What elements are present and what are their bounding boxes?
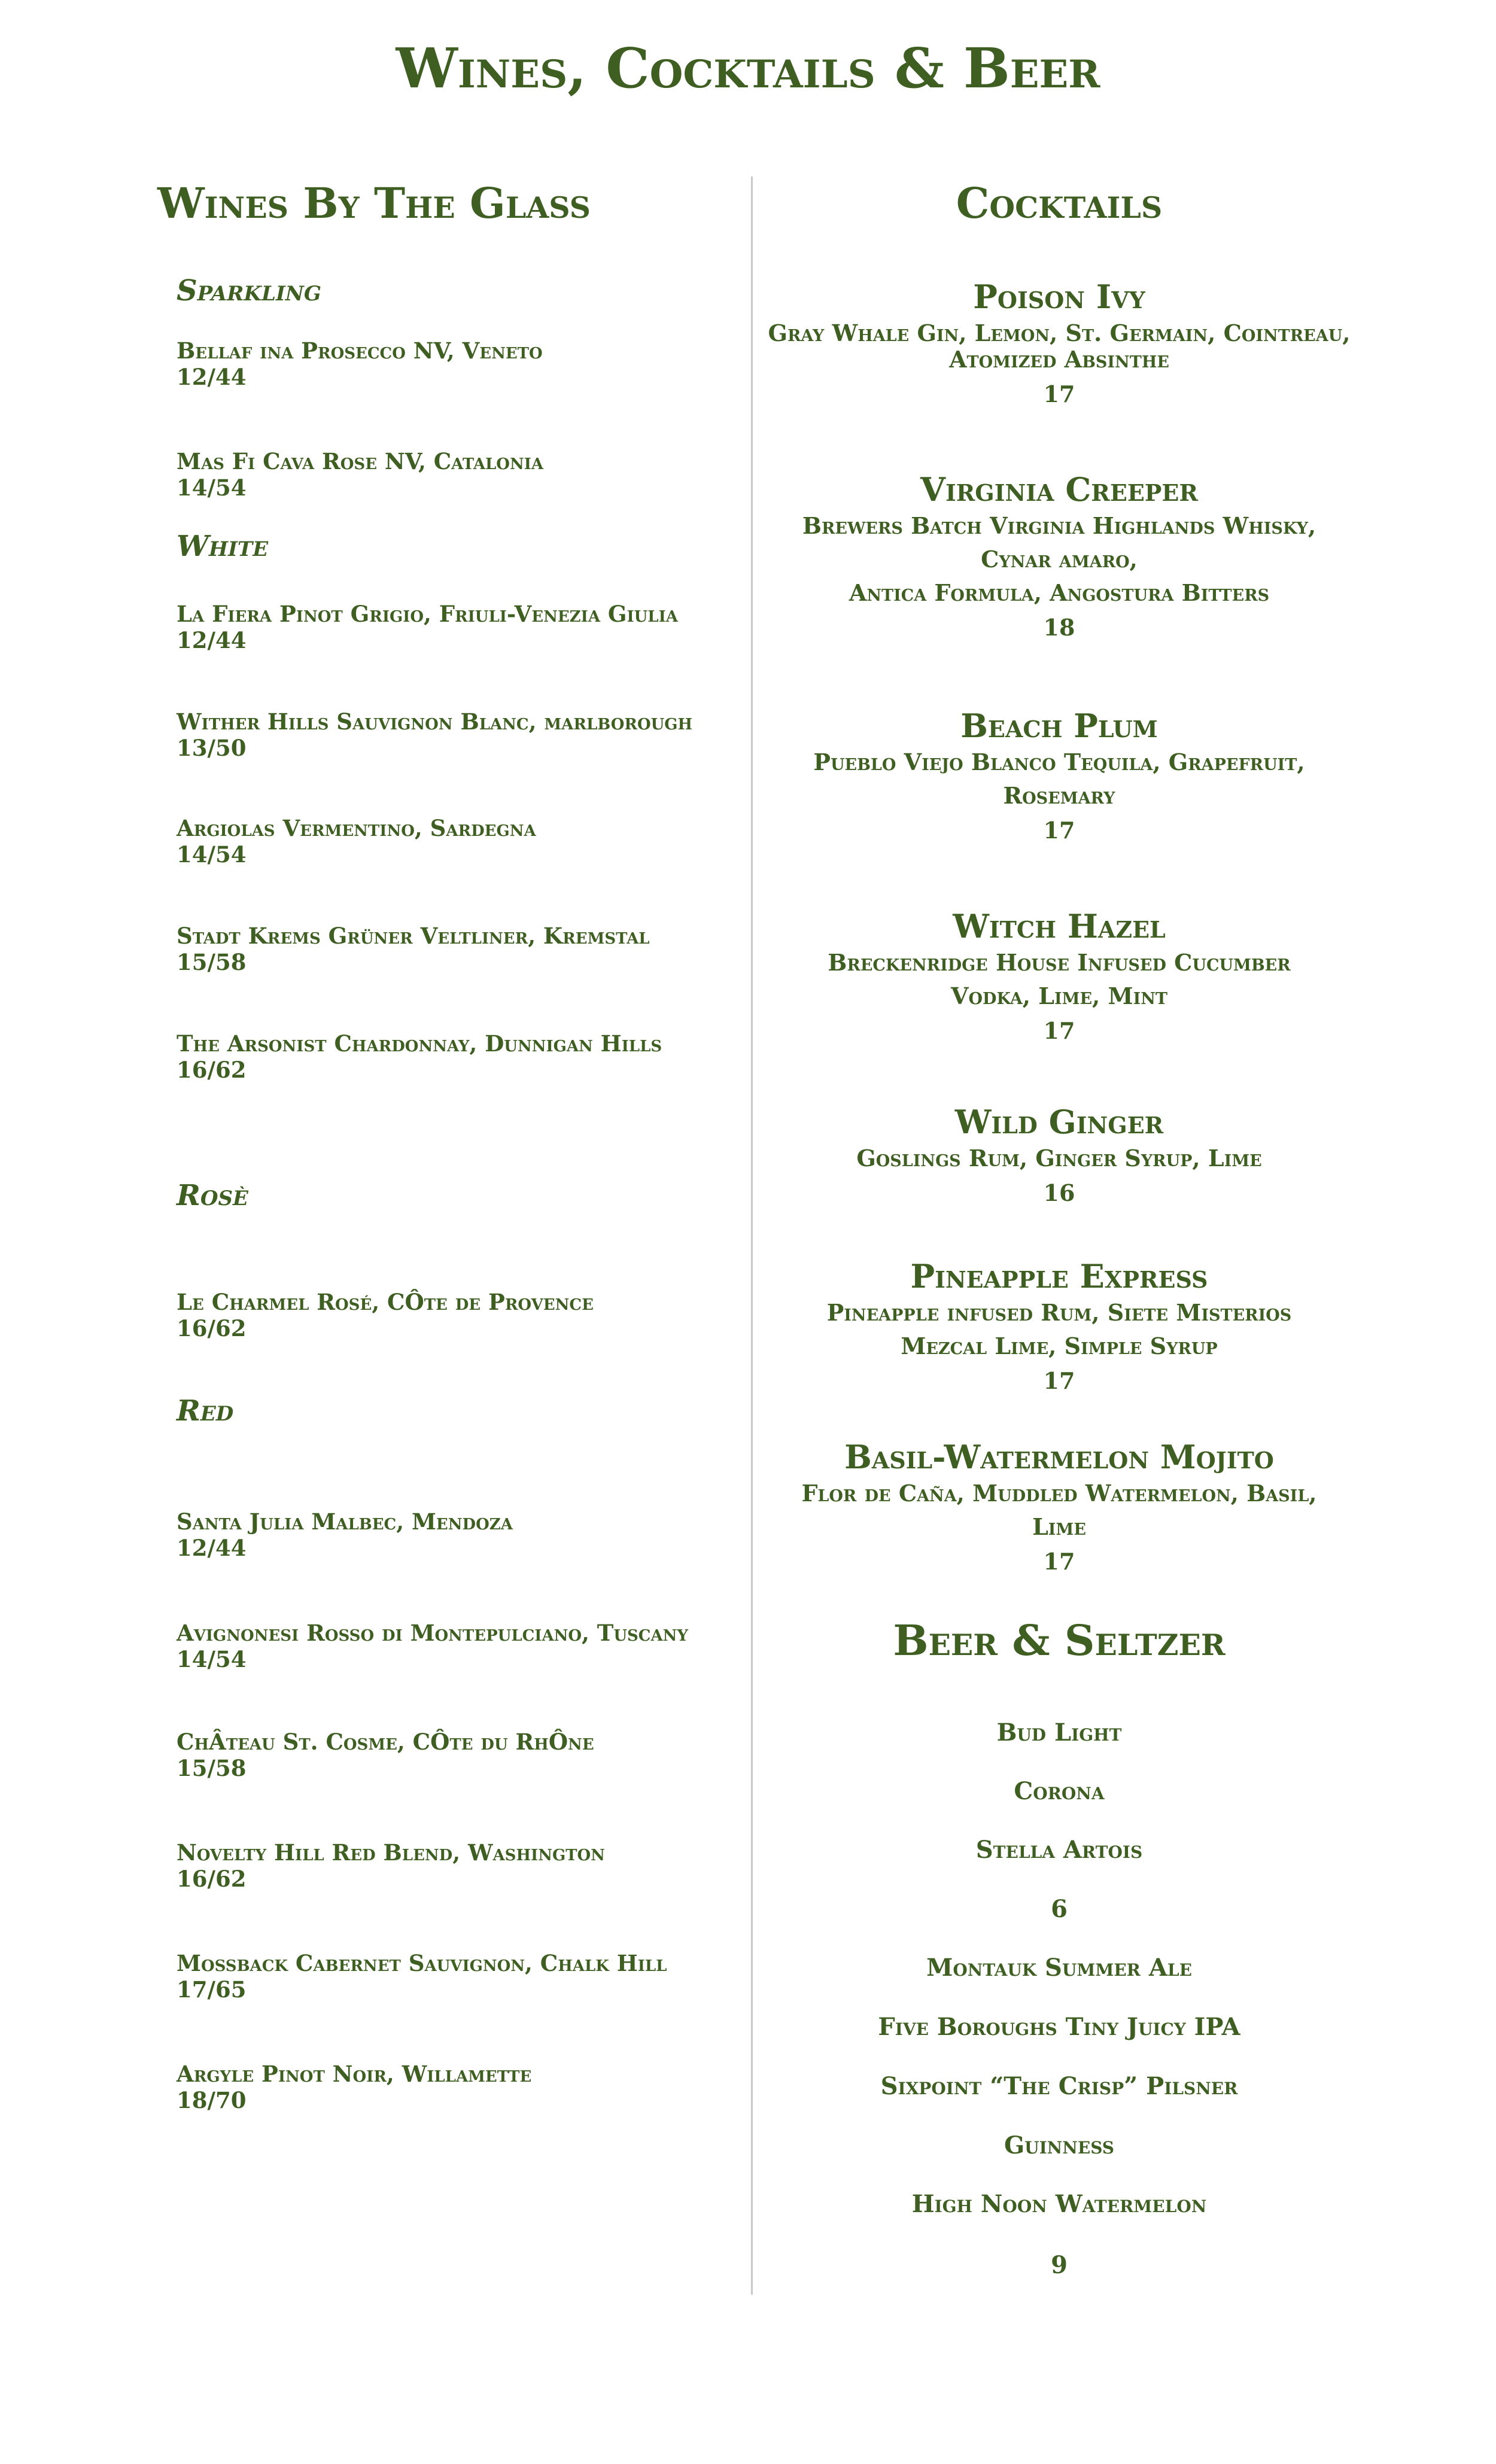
beer-line: Montauk Summer Ale bbox=[926, 1954, 1192, 1982]
wine-price: 16/62 bbox=[177, 1866, 247, 1892]
wine-item bbox=[177, 601, 715, 654]
wine-item bbox=[177, 1840, 715, 1893]
beer-line: Sixpoint “The Crisp” Pilsner bbox=[880, 2072, 1238, 2100]
cocktail-item bbox=[754, 906, 1364, 1049]
wine-item bbox=[177, 1289, 715, 1342]
cocktail-desc-line: Mezcal Lime, Simple Syrup bbox=[901, 1333, 1218, 1359]
cocktail-item bbox=[754, 470, 1364, 646]
cocktail-item bbox=[754, 277, 1364, 412]
cocktail-name: Basil-Watermelon Mojito bbox=[844, 1438, 1274, 1476]
wine-item bbox=[177, 1620, 715, 1673]
wine-name: The Arsonist Chardonnay, Dunnigan Hills bbox=[177, 1030, 662, 1057]
wine-item bbox=[177, 816, 715, 868]
cocktails-heading: Cocktails bbox=[956, 178, 1163, 228]
cocktail-desc-line: Cynar amaro, bbox=[981, 546, 1138, 573]
beer-line: Guinness bbox=[1004, 2131, 1115, 2159]
cocktail-price: 17 bbox=[1043, 1367, 1075, 1394]
cocktail-price: 17 bbox=[1043, 1017, 1075, 1044]
beer-line: Bud Light bbox=[996, 1718, 1122, 1747]
wine-item bbox=[177, 1509, 715, 1562]
beer-price: 9 bbox=[1051, 2251, 1068, 2279]
cocktail-desc-line: Gray Whale Gin, Lemon, St. Germain, Cointreau, bbox=[768, 320, 1351, 346]
wine-name: Wither Hills Sauvignon Blanc, marlborough bbox=[177, 708, 693, 735]
wine-name: Novelty Hill Red Blend, Washington bbox=[177, 1839, 605, 1866]
wine-name: Stadt Krems Grüner Veltliner, Kremstal bbox=[177, 923, 650, 949]
wine-price: 14/54 bbox=[177, 841, 247, 868]
wine-item bbox=[177, 1951, 715, 2003]
cocktail-desc-line: Pineapple infused Rum, Siete Misterios bbox=[826, 1299, 1292, 1326]
wine-price: 12/44 bbox=[177, 364, 247, 390]
cocktail-name: Pineapple Express bbox=[910, 1257, 1208, 1295]
column-divider bbox=[751, 177, 753, 2295]
beer-line: High Noon Watermelon bbox=[911, 2190, 1207, 2218]
cocktail-name: Beach Plum bbox=[960, 707, 1158, 745]
cocktail-name: Poison Ivy bbox=[973, 278, 1145, 316]
cocktail-desc-line: Rosemary bbox=[1003, 782, 1115, 809]
cocktail-desc-line: Brewers Batch Virginia Highlands Whisky, bbox=[802, 512, 1316, 539]
cocktail-desc-line: Breckenridge House Infused Cucumber bbox=[828, 949, 1291, 976]
cocktail-item bbox=[754, 1102, 1364, 1211]
cocktail-price: 17 bbox=[1043, 1548, 1075, 1575]
beer-price: 6 bbox=[1051, 1895, 1068, 1923]
wine-price: 16/62 bbox=[177, 1315, 247, 1341]
category-sparkling: Sparkling bbox=[177, 274, 321, 308]
wine-item bbox=[177, 2061, 715, 2114]
cocktail-desc-line: Vodka, Lime, Mint bbox=[951, 982, 1167, 1009]
wine-price: 16/62 bbox=[177, 1057, 247, 1083]
category-white: White bbox=[177, 530, 269, 563]
cocktail-name: Witch Hazel bbox=[953, 907, 1166, 945]
beer-line: Corona bbox=[1014, 1777, 1105, 1805]
cocktail-desc-line: Lime bbox=[1032, 1513, 1086, 1540]
wine-item bbox=[177, 1729, 715, 1782]
wine-price: 15/58 bbox=[177, 949, 247, 975]
wine-price: 13/50 bbox=[177, 735, 247, 761]
wine-name: La Fiera Pinot Grigio, Friuli-Venezia Giulia bbox=[177, 601, 678, 627]
beer-line: Five Boroughs Tiny Juicy IPA bbox=[878, 2013, 1240, 2041]
cocktail-name: Virginia Creeper bbox=[920, 470, 1198, 509]
wine-price: 14/54 bbox=[177, 474, 247, 501]
cocktail-name: Wild Ginger bbox=[954, 1103, 1164, 1141]
wine-item bbox=[177, 1031, 715, 1084]
wine-name: ChÂteau St. Cosme, CÔte du RhÔne bbox=[177, 1729, 594, 1755]
wine-name: Bellaf ina Prosecco NV, Veneto bbox=[177, 337, 543, 364]
wine-name: Santa Julia Malbec, Mendoza bbox=[177, 1508, 513, 1535]
wine-name: Argyle Pinot Noir, Willamette bbox=[177, 2061, 532, 2087]
cocktail-item bbox=[754, 706, 1364, 848]
wine-name: Avignonesi Rosso di Montepulciano, Tuscany bbox=[177, 1620, 688, 1646]
wine-name: Mossback Cabernet Sauvignon, Chalk Hill bbox=[177, 1950, 667, 1976]
cocktail-price: 18 bbox=[1043, 614, 1075, 641]
wine-price: 12/44 bbox=[177, 1535, 247, 1561]
wine-price: 18/70 bbox=[177, 2087, 247, 2113]
wine-price: 12/44 bbox=[177, 627, 247, 653]
cocktail-desc-line: Goslings Rum, Ginger Syrup, Lime bbox=[856, 1145, 1262, 1172]
cocktail-item bbox=[754, 1437, 1364, 1580]
beer-line: Stella Artois bbox=[975, 1836, 1143, 1864]
wine-name: Le Charmel Rosé, CÔte de Provence bbox=[177, 1289, 594, 1315]
cocktail-price: 17 bbox=[1043, 381, 1075, 407]
cocktail-price: 16 bbox=[1043, 1179, 1075, 1206]
page-title: Wines, Cocktails & Beer bbox=[396, 36, 1100, 101]
cocktail-price: 17 bbox=[1043, 817, 1075, 844]
wine-price: 15/58 bbox=[177, 1755, 247, 1781]
wine-item bbox=[177, 923, 715, 976]
wine-price: 17/65 bbox=[177, 1976, 247, 2003]
wines-heading: Wines By The Glass bbox=[157, 178, 591, 228]
cocktail-item bbox=[754, 1257, 1364, 1399]
cocktail-desc-line: Antica Formula, Angostura Bitters bbox=[849, 579, 1270, 606]
wine-item bbox=[177, 449, 715, 501]
wine-name: Argiolas Vermentino, Sardegna bbox=[177, 815, 536, 841]
category-red: Red bbox=[177, 1394, 234, 1428]
category-rose: Rosè bbox=[177, 1179, 248, 1212]
wine-name: Mas Fi Cava Rose NV, Catalonia bbox=[177, 448, 544, 474]
wine-price: 14/54 bbox=[177, 1646, 247, 1672]
cocktail-desc-line: Atomized Absinthe bbox=[949, 346, 1169, 373]
wine-item bbox=[177, 338, 715, 391]
wine-item bbox=[177, 709, 715, 762]
cocktail-desc-line: Pueblo Viejo Blanco Tequila, Grapefruit, bbox=[813, 749, 1305, 775]
cocktail-desc-line: Flor de Caña, Muddled Watermelon, Basil, bbox=[801, 1480, 1317, 1507]
beer-heading: Beer & Seltzer bbox=[893, 1616, 1226, 1665]
